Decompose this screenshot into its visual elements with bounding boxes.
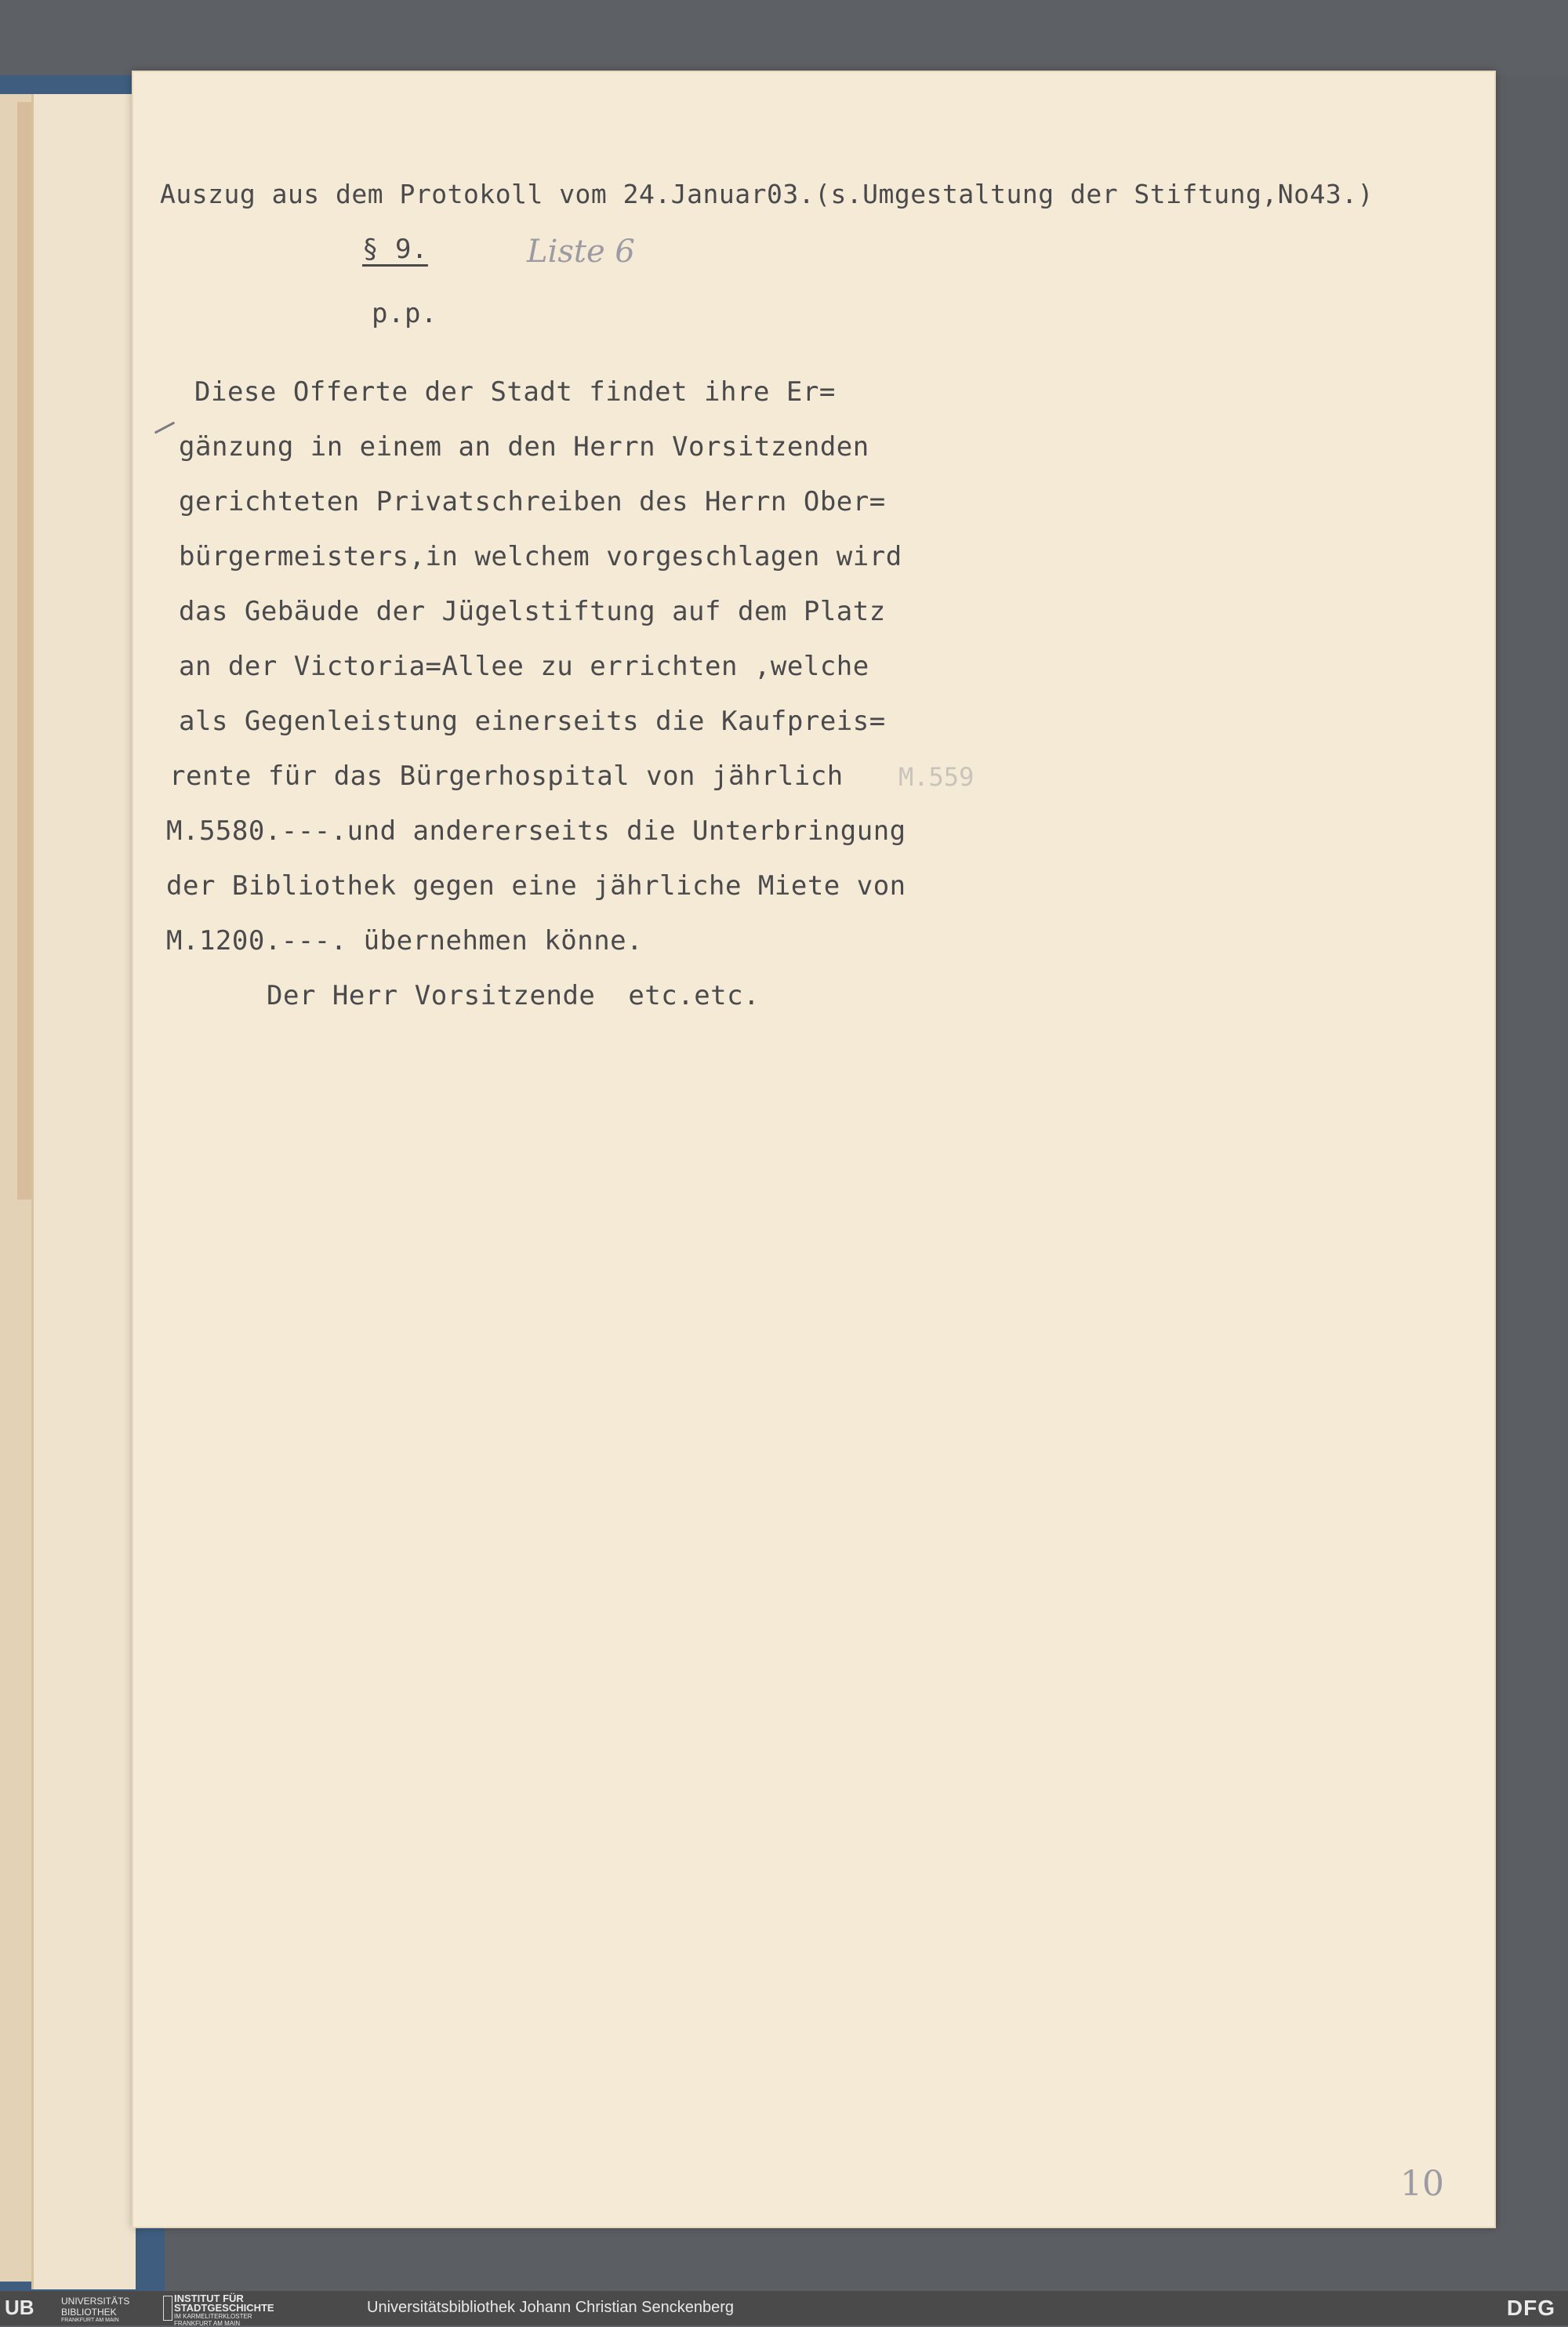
struck-amount: M.559 <box>898 762 975 792</box>
body-line: gänzung in einem an den Herrn Vorsitzenden <box>179 431 869 463</box>
salutation: p.p. <box>372 298 437 329</box>
institute-caption-line: IM KARMELITERKLOSTER <box>174 2313 252 2320</box>
footer-bar <box>0 2291 1568 2325</box>
institute-caption-line: STADTGESCHICHTE <box>174 2302 274 2314</box>
scan-background <box>0 0 1568 75</box>
closing-line: Der Herr Vorsitzende etc.etc. <box>267 980 760 1011</box>
institute-caption-line: FRANKFURT AM MAIN <box>174 2320 241 2327</box>
body-line: gerichteten Privatschreiben des Herrn Ober= <box>179 486 886 517</box>
body-line: rente für das Bürgerhospital von jährlich <box>169 761 844 792</box>
institute-caption-line: INSTITUT FÜR <box>174 2293 244 2304</box>
ub-logo: UB <box>5 2296 34 2319</box>
ub-caption-line: BIBLIOTHEK <box>61 2307 117 2318</box>
library-name: Universitätsbibliothek Johann Christian Senckenberg <box>367 2299 735 2316</box>
body-line: bürgermeisters,in welchem vorgeschlagen wird <box>179 541 902 572</box>
body-line: M.5580.---.und andererseits die Unterbringung <box>166 815 906 847</box>
institute-logo-icon <box>163 2296 172 2321</box>
body-line: der Bibliothek gegen eine jährliche Miete von <box>166 870 906 902</box>
ub-caption-line: UNIVERSITÄTS <box>61 2296 130 2307</box>
body-line: an der Victoria=Allee zu errichten ,welche <box>179 651 869 682</box>
underlying-sheet <box>31 94 136 2289</box>
institute-caption <box>174 2294 274 2327</box>
dfg-logo: DFG <box>1506 2296 1555 2320</box>
body-line: das Gebäude der Jügelstiftung auf dem Platz <box>179 596 886 627</box>
pencil-annotation: Liste 6 <box>527 234 635 270</box>
section-heading: § 9. <box>362 234 428 265</box>
ub-caption <box>61 2296 129 2324</box>
document-header: Auszug aus dem Protokoll vom 24.Januar03.(s.Umgestaltung der Stiftung,No43.) <box>160 179 1374 209</box>
body-line: Diese Offerte der Stadt findet ihre Er= <box>194 376 836 408</box>
ub-caption-line: FRANKFURT AM MAIN <box>61 2318 119 2323</box>
body-line: als Gegenleistung einerseits die Kaufpreis= <box>179 706 886 737</box>
page-number: 10 <box>1400 2164 1444 2204</box>
body-line: M.1200.---. übernehmen könne. <box>166 925 644 957</box>
